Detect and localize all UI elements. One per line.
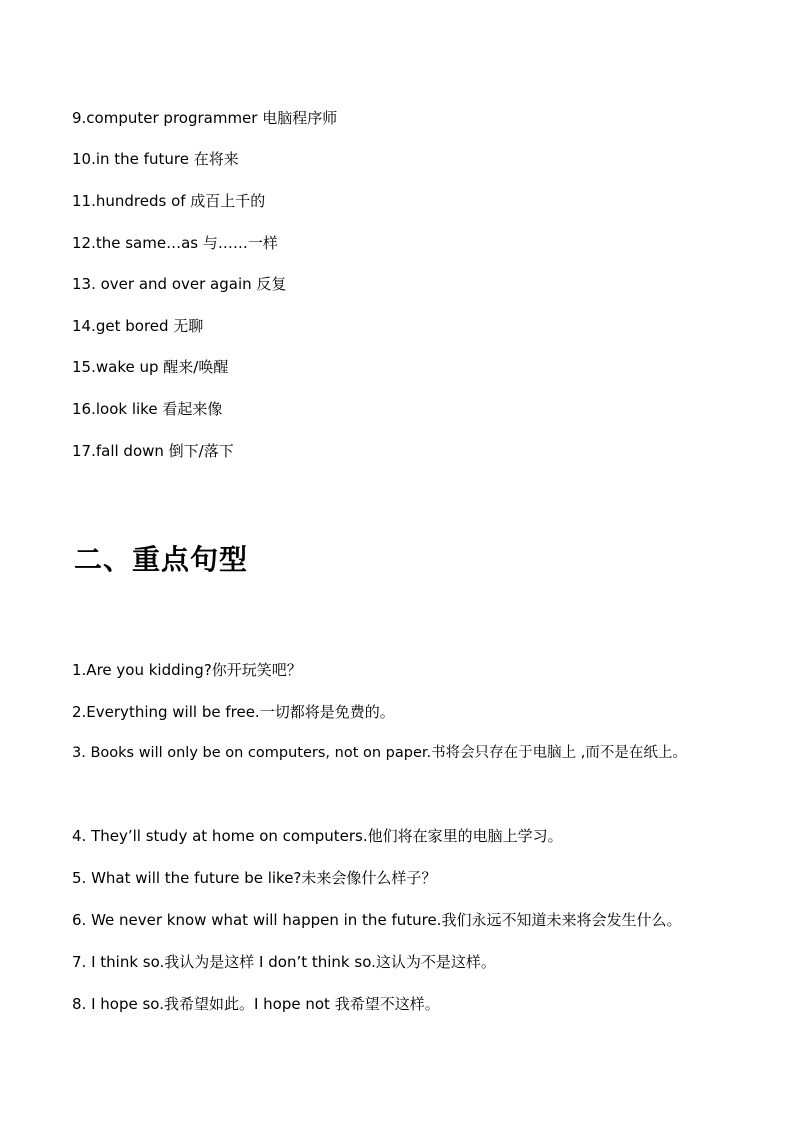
phrase-item: 13. over and over again 反复 <box>72 275 287 293</box>
phrase-item: 16.look like 看起来像 <box>72 400 223 418</box>
sentence-item: 2.Everything will be free.一切都将是免费的。 <box>72 703 395 721</box>
phrase-item: 9.computer programmer 电脑程序师 <box>72 109 338 127</box>
sentence-item: 1.Are you kidding?你开玩笑吧？ <box>72 661 302 679</box>
sentence-item: 6. We never know what will happen in the future.我们永远不知道未来将会发生什么。 <box>72 911 682 929</box>
phrase-item: 15.wake up 醒来/唤醒 <box>72 358 229 376</box>
sentence-item: 3. Books will only be on computers, not on paper.书将会只存在于电脑上 ,而不是在纸上。 <box>72 745 687 761</box>
phrase-item: 12.the same…as 与……一样 <box>72 234 278 252</box>
phrase-item: 10.in the future 在将来 <box>72 150 239 168</box>
sentence-item: 8. I hope so.我希望如此。I hope not 我希望不这样。 <box>72 995 440 1013</box>
sentence-item: 4. They’ll study at home on computers.他们将在家里的电脑上学习。 <box>72 827 563 845</box>
sentence-item: 5. What will the future be like?未来会像什么样子？ <box>72 869 437 887</box>
section-heading: 二、重点句型 <box>74 543 249 576</box>
phrase-item: 17.fall down 倒下/落下 <box>72 442 234 460</box>
phrase-item: 14.get bored 无聊 <box>72 317 204 335</box>
phrase-item: 11.hundreds of 成百上千的 <box>72 192 266 210</box>
sentence-item: 7. I think so.我认为是这样 I don’t think so.这认为不是这样。 <box>72 953 496 971</box>
